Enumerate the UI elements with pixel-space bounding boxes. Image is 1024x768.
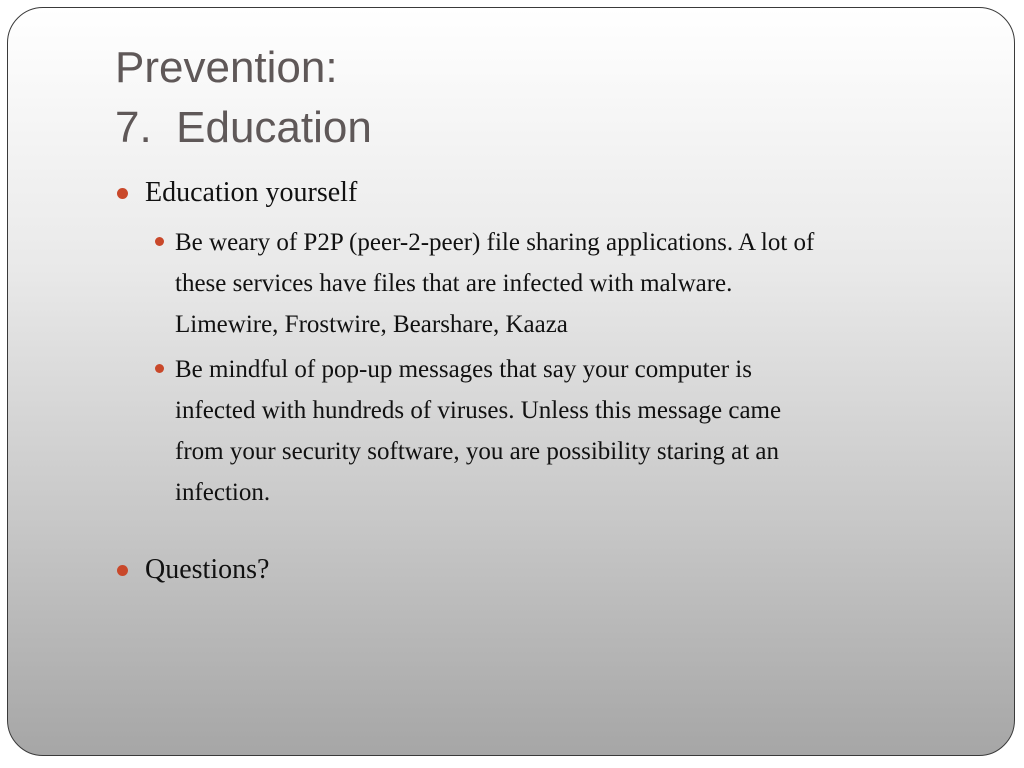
bullet-dot-icon: [155, 237, 164, 246]
bullet-spacer: [115, 513, 985, 551]
sub-bullet-p2p: [115, 222, 985, 345]
slide-title-line-1: Prevention:: [115, 43, 338, 92]
bullet-education-yourself: [115, 174, 985, 212]
sub-bullet-text: Be mindful of pop-up messages that say your computer is infected with hundreds of viruses. Unless this message came from your security software, you are possibility staring at an infection.: [175, 356, 782, 506]
slide-title-line-2: 7. Education: [115, 103, 372, 152]
sub-bullet-text: Be weary of P2P (peer-2-peer) file sharing applications. A lot of these services have files that are infected with malware. Limewire, Frostwire, Bearshare, Kaaza: [175, 229, 815, 338]
bullet-dot-icon: [155, 364, 164, 373]
bullet-questions: [115, 551, 985, 589]
slide: [7, 7, 1015, 756]
bullet-dot-icon: [117, 188, 128, 199]
bullet-text: Questions?: [145, 554, 270, 585]
slide-body: [115, 174, 985, 589]
slide-title: [115, 38, 372, 158]
bullet-dot-icon: [117, 565, 128, 576]
sub-bullet-popups: [115, 349, 985, 513]
bullet-text: Education yourself: [145, 177, 358, 208]
